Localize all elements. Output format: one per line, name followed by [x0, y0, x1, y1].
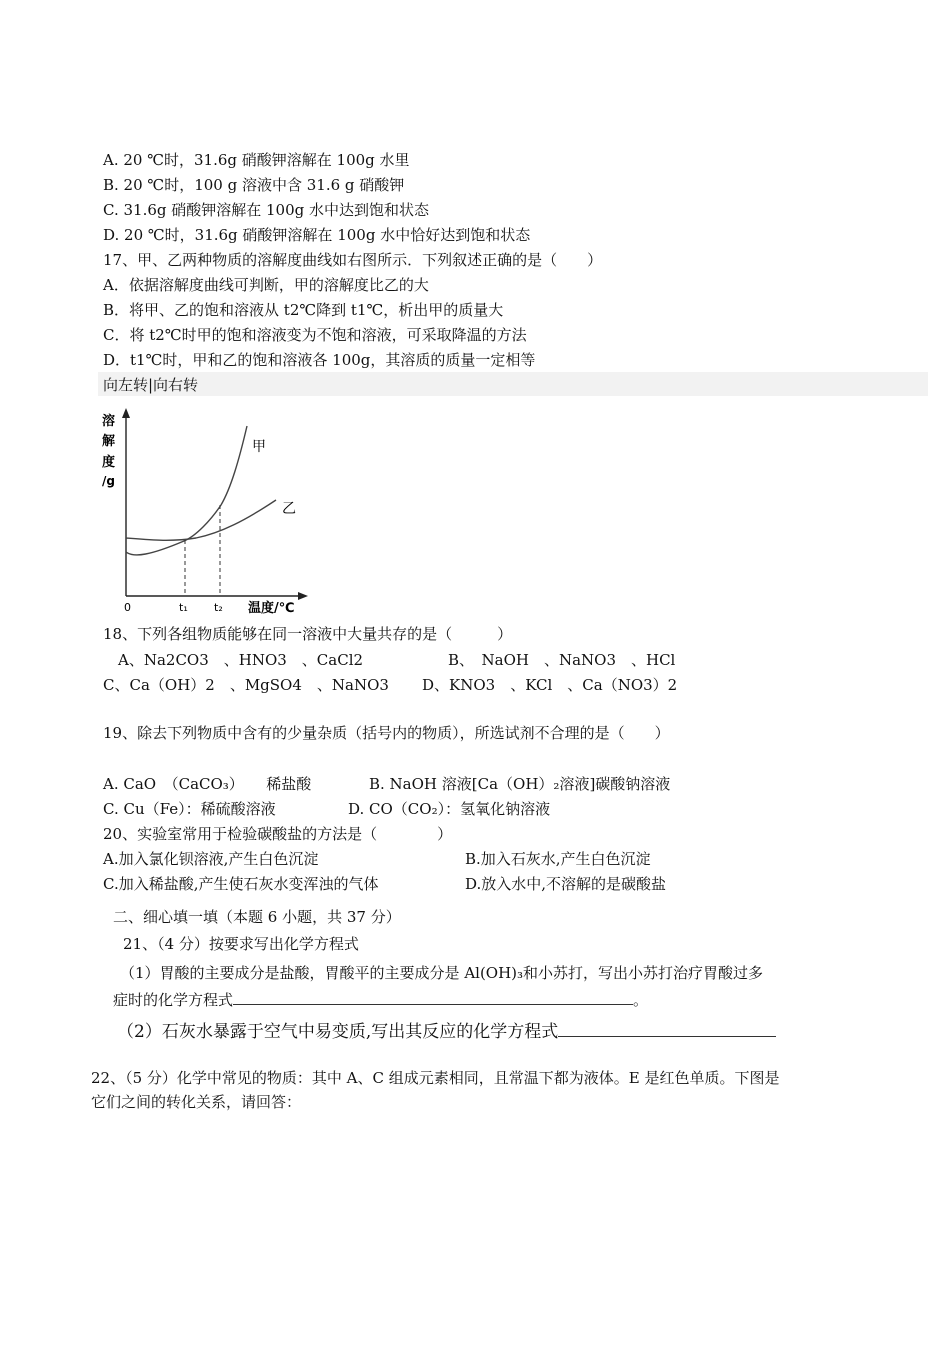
- q20-option-d: D.放入水中,不溶解的是碳酸盐: [465, 875, 667, 893]
- q19-option-a: A. CaO （CaCO₃） 稀盐酸: [103, 775, 312, 793]
- x-axis-arrow: [298, 592, 308, 600]
- ylabel-unit: /g: [102, 474, 115, 488]
- q20-option-c: C.加入稀盐酸,产生使石灰水变浑浊的气体: [103, 875, 379, 893]
- q16-option-b: B. 20 ℃时，100 g 溶液中含 31.6 g 硝酸钾: [103, 176, 405, 194]
- q22-line2: 它们之间的转化关系，请回答：: [91, 1093, 302, 1111]
- q18-option-c: C、Ca（OH）2 、MgSO4 、NaNO3: [103, 676, 389, 694]
- q21-stem: 21、（4 分）按要求写出化学方程式: [123, 935, 359, 953]
- q22-line1: 22、（5 分）化学中常见的物质：其中 A、C 组成元素相同，且常温下都为液体。E 是红色单质。下图是: [91, 1069, 780, 1087]
- ylabel-char-3: 度: [102, 455, 116, 470]
- q20-option-a: A.加入氯化钡溶液,产生白色沉淀: [103, 850, 319, 868]
- q21-part2-text: （2）石灰水暴露于空气中易变质,写出其反应的化学方程式: [117, 1022, 559, 1042]
- q17-stem: 17、甲、乙两种物质的溶解度曲线如右图所示．下列叙述正确的是（ ）: [103, 251, 603, 269]
- xlabel: 温度/℃: [248, 601, 295, 616]
- q21-answer-blank-1[interactable]: [233, 990, 633, 1005]
- solubility-graph: [96, 400, 316, 618]
- q16-option-a: A. 20 ℃时，31.6g 硝酸钾溶解在 100g 水里: [103, 151, 410, 169]
- q17-option-a: A．依据溶解度曲线可判断，甲的溶解度比乙的大: [103, 276, 429, 294]
- q18-option-b: B、 NaOH 、NaNO3 、HCl: [448, 651, 676, 669]
- q21-part1-text: 症时的化学方程式: [113, 991, 234, 1009]
- q21-answer-blank-2[interactable]: [558, 1022, 776, 1037]
- q18-option-d: D、KNO3 、KCl 、Ca（NO3）2: [422, 676, 678, 694]
- q21-part2-line: [117, 1022, 776, 1042]
- q16-option-c: C. 31.6g 硝酸钾溶解在 100g 水中达到饱和状态: [103, 201, 430, 219]
- q19-option-c: C. Cu（Fe）：稀硫酸溶液: [103, 800, 276, 818]
- q17-option-d: D．t1℃时，甲和乙的饱和溶液各 100g，其溶质的质量一定相等: [103, 351, 536, 369]
- t2-label: t₂: [214, 601, 223, 614]
- q18-option-a: A、Na2CO3 、HNO3 、CaCl2: [118, 651, 364, 669]
- section-heading: 二、细心填一填（本题 6 小题，共 37 分）: [113, 908, 401, 926]
- q21-part1-line2: [113, 990, 648, 1010]
- q19-stem: 19、除去下列物质中含有的少量杂质（括号内的物质），所选试剂不合理的是（ ）: [103, 724, 670, 742]
- curve-yi: [126, 500, 276, 540]
- q17-option-c: C．将 t2℃时甲的饱和溶液变为不饱和溶液，可采取降温的方法: [103, 326, 527, 344]
- q20-stem: 20、实验室常用于检验碳酸盐的方法是（ ）: [103, 825, 453, 843]
- curve-jia: [126, 426, 247, 555]
- rotate-links[interactable]: 向左转|向右转: [103, 376, 199, 394]
- q19-option-d: D. CO（CO₂）：氢氧化钠溶液: [348, 800, 551, 818]
- q21-part1-line1: （1）胃酸的主要成分是盐酸，胃酸平的主要成分是 Al(OH)₃和小苏打，写出小苏打治疗胃酸过多: [120, 964, 764, 982]
- ylabel-char-2: 解: [102, 434, 116, 449]
- q18-stem: 18、下列各组物质能够在同一溶液中大量共存的是（ ）: [103, 625, 513, 643]
- ylabel-char-1: 溶: [102, 414, 116, 429]
- rotate-toolbar: [98, 372, 928, 396]
- curve-label-jia: 甲: [252, 439, 266, 455]
- q16-option-d: D. 20 ℃时，31.6g 硝酸钾溶解在 100g 水中恰好达到饱和状态: [103, 226, 531, 244]
- origin-label: 0: [124, 601, 131, 614]
- y-axis-arrow: [122, 408, 130, 418]
- curve-label-yi: 乙: [282, 501, 296, 517]
- q20-option-b: B.加入石灰水,产生白色沉淀: [465, 850, 651, 868]
- t1-label: t₁: [179, 601, 188, 614]
- q17-option-b: B．将甲、乙的饱和溶液从 t2℃降到 t1℃，析出甲的质量大: [103, 301, 504, 319]
- q19-option-b: B. NaOH 溶液[Ca（OH）₂溶液]碳酸钠溶液: [369, 775, 671, 793]
- q21-part1-end: 。: [633, 991, 649, 1009]
